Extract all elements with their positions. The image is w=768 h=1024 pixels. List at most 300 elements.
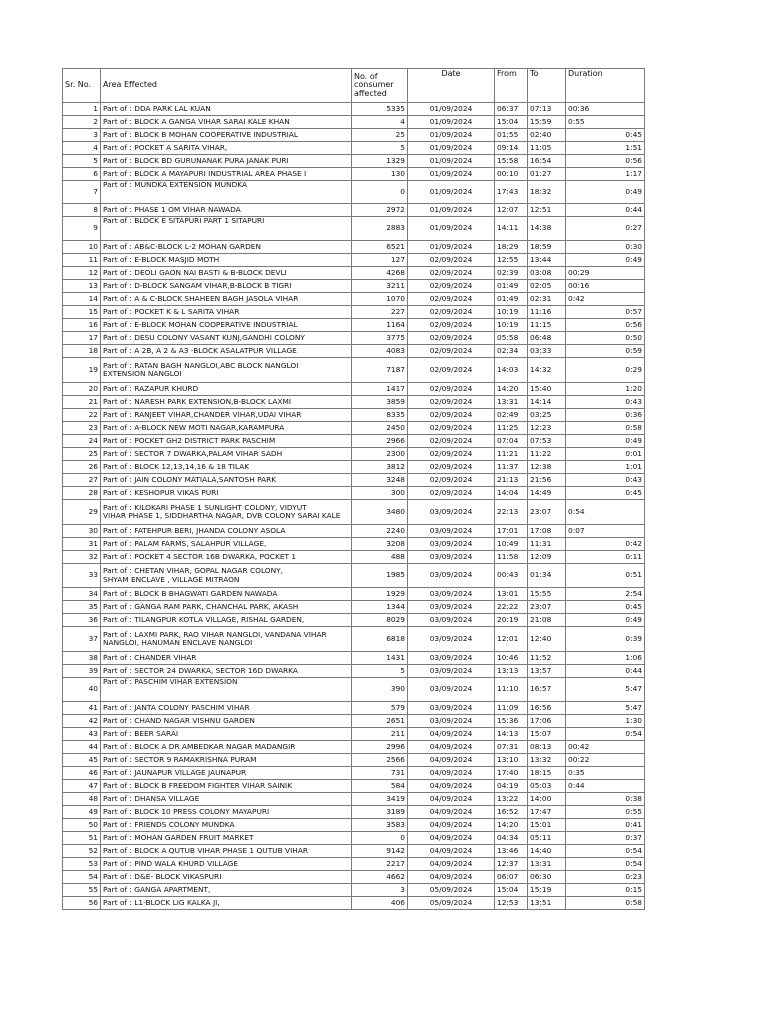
area-cell bbox=[101, 871, 352, 884]
date-cell: 01/09/2024 bbox=[408, 181, 495, 204]
table-row bbox=[63, 538, 645, 551]
area-cell bbox=[101, 332, 352, 345]
from-time-cell: 00:10 bbox=[495, 168, 528, 181]
area-line: Part of : POCKET K & L SARITA VIHAR bbox=[103, 306, 240, 316]
table-row bbox=[63, 678, 645, 702]
consumers-cell: 211 bbox=[352, 728, 408, 741]
to-time-cell: 12:51 bbox=[528, 204, 566, 217]
area-line: Part of : LAXMI PARK, RAO VIHAR NANGLOI, VANDANA VIHAR bbox=[103, 629, 327, 639]
sr-cell: 6 bbox=[63, 168, 101, 181]
table-row bbox=[63, 702, 645, 715]
from-time-cell: 01:49 bbox=[495, 293, 528, 306]
sr-cell: 23 bbox=[63, 422, 101, 435]
sr-cell: 56 bbox=[63, 897, 101, 910]
area-cell bbox=[101, 409, 352, 422]
date-cell: 02/09/2024 bbox=[408, 435, 495, 448]
sr-cell: 41 bbox=[63, 702, 101, 715]
date-cell: 03/09/2024 bbox=[408, 715, 495, 728]
area-cell bbox=[101, 884, 352, 897]
date-cell: 02/09/2024 bbox=[408, 448, 495, 461]
to-time-cell: 01:34 bbox=[528, 564, 566, 588]
to-time-cell: 17:06 bbox=[528, 715, 566, 728]
to-time-cell: 13:44 bbox=[528, 254, 566, 267]
from-time-cell: 10:49 bbox=[495, 538, 528, 551]
date-cell: 01/09/2024 bbox=[408, 204, 495, 217]
consumers-cell: 3208 bbox=[352, 538, 408, 551]
to-time-cell: 15:59 bbox=[528, 116, 566, 129]
table-row bbox=[63, 767, 645, 780]
to-time-cell: 06:48 bbox=[528, 332, 566, 345]
to-time-cell: 05:11 bbox=[528, 832, 566, 845]
duration-cell: 0:42 bbox=[566, 538, 645, 551]
to-time-cell: 15:19 bbox=[528, 884, 566, 897]
duration-cell: 1:20 bbox=[566, 383, 645, 396]
area-cell bbox=[101, 897, 352, 910]
duration-cell: 5:47 bbox=[566, 678, 645, 702]
table-row bbox=[63, 280, 645, 293]
date-cell: 02/09/2024 bbox=[408, 409, 495, 422]
date-cell: 02/09/2024 bbox=[408, 383, 495, 396]
sr-cell: 3 bbox=[63, 129, 101, 142]
duration-cell: 0:07 bbox=[566, 525, 645, 538]
area-cell bbox=[101, 461, 352, 474]
from-time-cell: 18:29 bbox=[495, 241, 528, 254]
from-time-cell: 10:19 bbox=[495, 319, 528, 332]
to-time-cell: 21:08 bbox=[528, 614, 566, 627]
consumers-cell: 4662 bbox=[352, 871, 408, 884]
from-time-cell: 21:13 bbox=[495, 474, 528, 487]
from-time-cell: 00:43 bbox=[495, 564, 528, 588]
consumers-cell: 6818 bbox=[352, 627, 408, 652]
area-line: Part of : DEOLI GAON NAI BASTI & B-BLOCK DEVLI bbox=[103, 267, 287, 277]
from-time-cell: 04:19 bbox=[495, 780, 528, 793]
from-time-cell: 07:31 bbox=[495, 741, 528, 754]
consumers-cell: 2240 bbox=[352, 525, 408, 538]
duration-cell: 0:54 bbox=[566, 858, 645, 871]
area-line: Part of : BLOCK BD GURUNANAK PURA JANAK PURI bbox=[103, 155, 289, 165]
sr-cell: 8 bbox=[63, 204, 101, 217]
sr-cell: 36 bbox=[63, 614, 101, 627]
date-cell: 03/09/2024 bbox=[408, 652, 495, 665]
duration-cell: 2:54 bbox=[566, 588, 645, 601]
header-consumers-affected: No. of consumer affected bbox=[352, 69, 408, 103]
table-body bbox=[63, 103, 645, 910]
from-time-cell: 09:14 bbox=[495, 142, 528, 155]
sr-cell: 47 bbox=[63, 780, 101, 793]
date-cell: 01/09/2024 bbox=[408, 155, 495, 168]
to-time-cell: 11:15 bbox=[528, 319, 566, 332]
date-cell: 03/09/2024 bbox=[408, 627, 495, 652]
area-line: Part of : BLOCK A QUTUB VIHAR PHASE 1 QUTUB VIHAR bbox=[103, 845, 309, 855]
area-line: Part of : A-BLOCK NEW MOTI NAGAR,KARAMPURA bbox=[103, 422, 285, 432]
consumers-cell: 3859 bbox=[352, 396, 408, 409]
table-row bbox=[63, 116, 645, 129]
duration-cell: 0:55 bbox=[566, 806, 645, 819]
area-line: Part of : BLOCK 10 PRESS COLONY MAYAPURI bbox=[103, 806, 270, 816]
area-line: Part of : BEER SARAI bbox=[103, 728, 179, 738]
from-time-cell: 22:13 bbox=[495, 500, 528, 525]
to-time-cell: 15:55 bbox=[528, 588, 566, 601]
sr-cell: 55 bbox=[63, 884, 101, 897]
from-time-cell: 15:36 bbox=[495, 715, 528, 728]
consumers-cell: 3189 bbox=[352, 806, 408, 819]
consumers-cell: 1985 bbox=[352, 564, 408, 588]
sr-cell: 18 bbox=[63, 345, 101, 358]
area-cell bbox=[101, 728, 352, 741]
table-row bbox=[63, 487, 645, 500]
to-time-cell: 23:07 bbox=[528, 601, 566, 614]
area-cell bbox=[101, 793, 352, 806]
sr-cell: 5 bbox=[63, 155, 101, 168]
table-row bbox=[63, 500, 645, 525]
sr-cell: 44 bbox=[63, 741, 101, 754]
consumers-cell: 6521 bbox=[352, 241, 408, 254]
to-time-cell: 03:33 bbox=[528, 345, 566, 358]
consumers-cell: 8029 bbox=[352, 614, 408, 627]
table-row bbox=[63, 897, 645, 910]
consumers-cell: 4 bbox=[352, 116, 408, 129]
area-cell bbox=[101, 715, 352, 728]
from-time-cell: 15:04 bbox=[495, 884, 528, 897]
consumers-cell: 7187 bbox=[352, 358, 408, 383]
from-time-cell: 14:13 bbox=[495, 728, 528, 741]
from-time-cell: 14:20 bbox=[495, 819, 528, 832]
consumers-cell: 9142 bbox=[352, 845, 408, 858]
table-row bbox=[63, 525, 645, 538]
from-time-cell: 11:09 bbox=[495, 702, 528, 715]
duration-cell: 1:51 bbox=[566, 142, 645, 155]
sr-cell: 34 bbox=[63, 588, 101, 601]
duration-cell: 0:01 bbox=[566, 448, 645, 461]
table-row bbox=[63, 780, 645, 793]
from-time-cell: 14:11 bbox=[495, 217, 528, 241]
table-row bbox=[63, 845, 645, 858]
sr-cell: 25 bbox=[63, 448, 101, 461]
sr-cell: 20 bbox=[63, 383, 101, 396]
from-time-cell: 12:07 bbox=[495, 204, 528, 217]
duration-cell: 0:56 bbox=[566, 319, 645, 332]
area-cell bbox=[101, 129, 352, 142]
from-time-cell: 02:49 bbox=[495, 409, 528, 422]
area-cell bbox=[101, 525, 352, 538]
to-time-cell: 14:49 bbox=[528, 487, 566, 500]
sr-cell: 46 bbox=[63, 767, 101, 780]
to-time-cell: 08:13 bbox=[528, 741, 566, 754]
to-time-cell: 11:31 bbox=[528, 538, 566, 551]
consumers-cell: 4268 bbox=[352, 267, 408, 280]
date-cell: 01/09/2024 bbox=[408, 142, 495, 155]
area-cell bbox=[101, 306, 352, 319]
table-row bbox=[63, 884, 645, 897]
area-cell bbox=[101, 474, 352, 487]
duration-cell: 0:56 bbox=[566, 155, 645, 168]
table-row bbox=[63, 474, 645, 487]
duration-cell: 0:54 bbox=[566, 500, 645, 525]
to-time-cell: 11:22 bbox=[528, 448, 566, 461]
from-time-cell: 13:10 bbox=[495, 754, 528, 767]
area-cell bbox=[101, 383, 352, 396]
area-line: Part of : L1-BLOCK LIG KALKA JI, bbox=[103, 897, 220, 907]
sr-cell: 33 bbox=[63, 564, 101, 588]
table-row bbox=[63, 871, 645, 884]
consumers-cell: 1344 bbox=[352, 601, 408, 614]
duration-cell: 0:49 bbox=[566, 614, 645, 627]
consumers-cell: 8335 bbox=[352, 409, 408, 422]
consumers-cell: 1431 bbox=[352, 652, 408, 665]
area-cell bbox=[101, 422, 352, 435]
area-cell bbox=[101, 652, 352, 665]
date-cell: 02/09/2024 bbox=[408, 332, 495, 345]
date-cell: 04/09/2024 bbox=[408, 832, 495, 845]
area-line: Part of : POCKET A SARITA VIHAR, bbox=[103, 142, 228, 152]
header-date: Date bbox=[408, 69, 495, 103]
table-row bbox=[63, 241, 645, 254]
to-time-cell: 03:08 bbox=[528, 267, 566, 280]
header-from: From bbox=[495, 69, 528, 103]
duration-cell: 0:54 bbox=[566, 728, 645, 741]
duration-cell: 00:29 bbox=[566, 267, 645, 280]
date-cell: 01/09/2024 bbox=[408, 103, 495, 116]
header-area-affected: Area Effected bbox=[101, 69, 352, 103]
table-row bbox=[63, 551, 645, 564]
to-time-cell: 15:07 bbox=[528, 728, 566, 741]
to-time-cell: 13:51 bbox=[528, 897, 566, 910]
area-cell bbox=[101, 448, 352, 461]
table-row bbox=[63, 358, 645, 383]
consumers-cell: 731 bbox=[352, 767, 408, 780]
to-time-cell: 14:40 bbox=[528, 845, 566, 858]
consumers-cell: 227 bbox=[352, 306, 408, 319]
duration-cell: 00:42 bbox=[566, 741, 645, 754]
sr-cell: 16 bbox=[63, 319, 101, 332]
to-time-cell: 12:38 bbox=[528, 461, 566, 474]
from-time-cell: 10:46 bbox=[495, 652, 528, 665]
table-row bbox=[63, 627, 645, 652]
consumers-cell: 2966 bbox=[352, 435, 408, 448]
area-cell bbox=[101, 319, 352, 332]
duration-cell: 0:36 bbox=[566, 409, 645, 422]
area-cell bbox=[101, 588, 352, 601]
area-cell bbox=[101, 702, 352, 715]
consumers-cell: 4083 bbox=[352, 345, 408, 358]
consumers-cell: 2566 bbox=[352, 754, 408, 767]
area-line: Part of : PHASE 1 OM VIHAR NAWADA bbox=[103, 204, 241, 214]
consumers-cell: 3583 bbox=[352, 819, 408, 832]
to-time-cell: 06:30 bbox=[528, 871, 566, 884]
area-line-continued: SHYAM ENCLAVE , VILLAGE MITRAON bbox=[103, 574, 240, 584]
sr-cell: 40 bbox=[63, 678, 101, 702]
duration-cell: 0:54 bbox=[566, 845, 645, 858]
sr-cell: 2 bbox=[63, 116, 101, 129]
from-time-cell: 01:49 bbox=[495, 280, 528, 293]
area-line: Part of : KESHOPUR VIKAS PURI bbox=[103, 487, 219, 497]
area-cell bbox=[101, 627, 352, 652]
to-time-cell: 14:32 bbox=[528, 358, 566, 383]
duration-cell: 0:29 bbox=[566, 358, 645, 383]
area-cell bbox=[101, 832, 352, 845]
area-cell bbox=[101, 142, 352, 155]
duration-cell: 0:49 bbox=[566, 181, 645, 204]
to-time-cell: 17:47 bbox=[528, 806, 566, 819]
date-cell: 02/09/2024 bbox=[408, 345, 495, 358]
to-time-cell: 18:32 bbox=[528, 181, 566, 204]
sr-cell: 52 bbox=[63, 845, 101, 858]
from-time-cell: 17:43 bbox=[495, 181, 528, 204]
from-time-cell: 10:19 bbox=[495, 306, 528, 319]
from-time-cell: 11:37 bbox=[495, 461, 528, 474]
area-cell bbox=[101, 267, 352, 280]
table-row bbox=[63, 806, 645, 819]
to-time-cell: 14:38 bbox=[528, 217, 566, 241]
date-cell: 03/09/2024 bbox=[408, 588, 495, 601]
sr-cell: 35 bbox=[63, 601, 101, 614]
duration-cell: 0:45 bbox=[566, 601, 645, 614]
table-row bbox=[63, 129, 645, 142]
to-time-cell: 12:23 bbox=[528, 422, 566, 435]
duration-cell: 0:50 bbox=[566, 332, 645, 345]
sr-cell: 12 bbox=[63, 267, 101, 280]
from-time-cell: 13:01 bbox=[495, 588, 528, 601]
consumers-cell: 3812 bbox=[352, 461, 408, 474]
sr-cell: 17 bbox=[63, 332, 101, 345]
area-cell bbox=[101, 665, 352, 678]
header-to: To bbox=[528, 69, 566, 103]
from-time-cell: 12:53 bbox=[495, 897, 528, 910]
area-cell bbox=[101, 819, 352, 832]
area-line-continued: NANGLOI, HANUMAN ENCLAVE NANGLOI bbox=[103, 638, 253, 647]
area-line: Part of : BLOCK B BHAGWATI GARDEN NAWADA bbox=[103, 588, 278, 598]
consumers-cell: 3248 bbox=[352, 474, 408, 487]
sr-cell: 51 bbox=[63, 832, 101, 845]
sr-cell: 30 bbox=[63, 525, 101, 538]
sr-cell: 48 bbox=[63, 793, 101, 806]
from-time-cell: 17:40 bbox=[495, 767, 528, 780]
table-row bbox=[63, 588, 645, 601]
date-cell: 04/09/2024 bbox=[408, 858, 495, 871]
area-line: Part of : A 2B, A 2 & A3 -BLOCK ASALATPUR VILLAGE bbox=[103, 345, 297, 355]
area-line: Part of : GANGA RAM PARK, CHANCHAL PARK, AKASH bbox=[103, 601, 299, 611]
to-time-cell: 05:03 bbox=[528, 780, 566, 793]
table-row bbox=[63, 409, 645, 422]
from-time-cell: 04:34 bbox=[495, 832, 528, 845]
area-line: Part of : E-BLOCK MASJID MOTH bbox=[103, 254, 220, 264]
to-time-cell: 12:40 bbox=[528, 627, 566, 652]
sr-cell: 14 bbox=[63, 293, 101, 306]
sr-cell: 15 bbox=[63, 306, 101, 319]
duration-cell: 0:59 bbox=[566, 345, 645, 358]
table-row bbox=[63, 614, 645, 627]
area-line: Part of : JAUNAPUR VILLAGE JAUNAPUR bbox=[103, 767, 247, 777]
sr-cell: 4 bbox=[63, 142, 101, 155]
sr-cell: 42 bbox=[63, 715, 101, 728]
from-time-cell: 16:52 bbox=[495, 806, 528, 819]
date-cell: 02/09/2024 bbox=[408, 306, 495, 319]
sr-cell: 9 bbox=[63, 217, 101, 241]
area-cell bbox=[101, 181, 352, 204]
date-cell: 02/09/2024 bbox=[408, 267, 495, 280]
area-line: Part of : CHETAN VIHAR, GOPAL NAGAR COLONY, bbox=[103, 566, 284, 576]
area-cell bbox=[101, 103, 352, 116]
area-line: Part of : BLOCK A DR AMBEDKAR NAGAR MADANGIR bbox=[103, 741, 296, 751]
area-line: Part of : DESU COLONY VASANT KUNJ,GANDHI COLONY bbox=[103, 332, 305, 342]
from-time-cell: 12:01 bbox=[495, 627, 528, 652]
sr-cell: 50 bbox=[63, 819, 101, 832]
date-cell: 02/09/2024 bbox=[408, 487, 495, 500]
sr-cell: 38 bbox=[63, 652, 101, 665]
area-cell bbox=[101, 564, 352, 588]
area-cell bbox=[101, 845, 352, 858]
area-line: Part of : MOHAN GARDEN FRUIT MARKET bbox=[103, 832, 254, 842]
table-row bbox=[63, 819, 645, 832]
duration-cell: 00:22 bbox=[566, 754, 645, 767]
to-time-cell: 13:31 bbox=[528, 858, 566, 871]
duration-cell: 0:57 bbox=[566, 306, 645, 319]
duration-cell: 00:36 bbox=[566, 103, 645, 116]
to-time-cell: 12:09 bbox=[528, 551, 566, 564]
consumers-cell: 0 bbox=[352, 832, 408, 845]
date-cell: 01/09/2024 bbox=[408, 129, 495, 142]
table-row bbox=[63, 396, 645, 409]
table-row bbox=[63, 319, 645, 332]
area-cell bbox=[101, 487, 352, 500]
area-cell bbox=[101, 551, 352, 564]
area-cell bbox=[101, 396, 352, 409]
to-time-cell: 02:40 bbox=[528, 129, 566, 142]
sr-cell: 10 bbox=[63, 241, 101, 254]
consumers-cell: 2972 bbox=[352, 204, 408, 217]
from-time-cell: 14:20 bbox=[495, 383, 528, 396]
consumers-cell: 0 bbox=[352, 181, 408, 204]
duration-cell: 0:49 bbox=[566, 254, 645, 267]
area-line: Part of : AB&C-BLOCK L-2 MOHAN GARDEN bbox=[103, 241, 261, 251]
area-line: Part of : E-BLOCK MOHAN COOPERATIVE INDUSTRIAL bbox=[103, 319, 298, 329]
consumers-cell: 1329 bbox=[352, 155, 408, 168]
duration-cell: 0:27 bbox=[566, 217, 645, 241]
duration-cell: 0:35 bbox=[566, 767, 645, 780]
table-row bbox=[63, 601, 645, 614]
area-cell bbox=[101, 767, 352, 780]
from-time-cell: 17:01 bbox=[495, 525, 528, 538]
date-cell: 04/09/2024 bbox=[408, 806, 495, 819]
sr-cell: 27 bbox=[63, 474, 101, 487]
date-cell: 03/09/2024 bbox=[408, 678, 495, 702]
to-time-cell: 14:00 bbox=[528, 793, 566, 806]
duration-cell: 0:37 bbox=[566, 832, 645, 845]
consumers-cell: 1070 bbox=[352, 293, 408, 306]
area-cell bbox=[101, 806, 352, 819]
from-time-cell: 11:58 bbox=[495, 551, 528, 564]
area-cell bbox=[101, 204, 352, 217]
date-cell: 02/09/2024 bbox=[408, 422, 495, 435]
duration-cell: 0:15 bbox=[566, 884, 645, 897]
sr-cell: 45 bbox=[63, 754, 101, 767]
sr-cell: 32 bbox=[63, 551, 101, 564]
to-time-cell: 03:25 bbox=[528, 409, 566, 422]
consumers-cell: 2300 bbox=[352, 448, 408, 461]
to-time-cell: 18:59 bbox=[528, 241, 566, 254]
area-line: Part of : BLOCK B MOHAN COOPERATIVE INDUSTRIAL bbox=[103, 129, 298, 139]
table-row bbox=[63, 383, 645, 396]
consumers-cell: 579 bbox=[352, 702, 408, 715]
from-time-cell: 11:10 bbox=[495, 678, 528, 702]
date-cell: 03/09/2024 bbox=[408, 702, 495, 715]
to-time-cell: 11:52 bbox=[528, 652, 566, 665]
consumers-cell: 3419 bbox=[352, 793, 408, 806]
from-time-cell: 20:19 bbox=[495, 614, 528, 627]
consumers-cell: 300 bbox=[352, 487, 408, 500]
duration-cell: 0:58 bbox=[566, 897, 645, 910]
area-cell bbox=[101, 293, 352, 306]
